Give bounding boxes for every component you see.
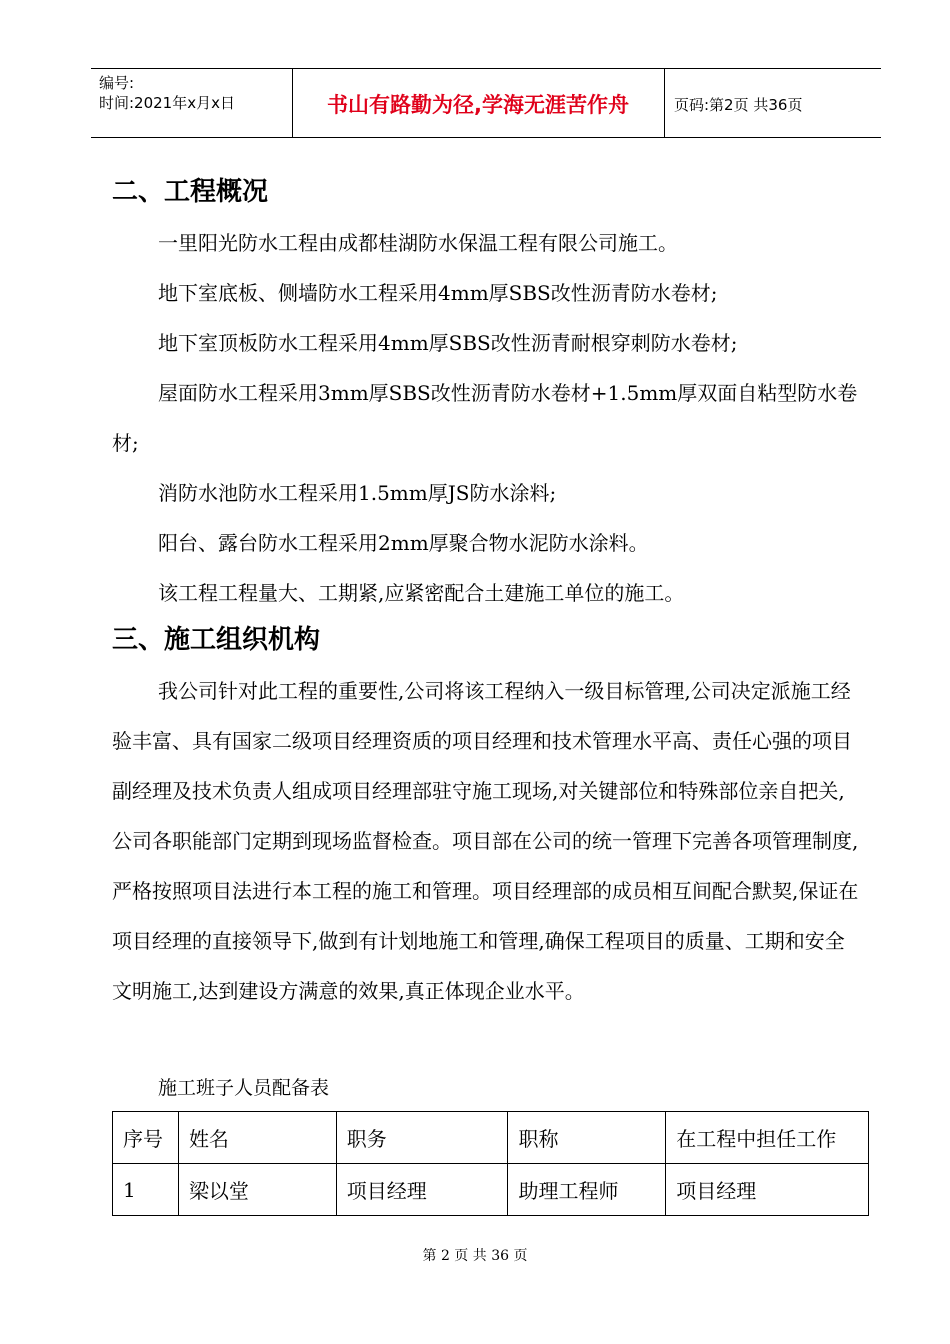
table-cell: 1 xyxy=(113,1164,179,1216)
section-2-paragraph: 该工程工程量大、工期紧,应紧密配合土建施工单位的施工。 xyxy=(158,581,685,605)
header-time-label: 时间:2021年x月x日 xyxy=(99,94,235,112)
section-2-paragraph: 阳台、露台防水工程采用2mm厚聚合物水泥防水涂料。 xyxy=(158,531,649,555)
table-header-cell: 职称 xyxy=(508,1112,666,1164)
header-motto: 书山有路勤为径,学海无涯苦作舟 xyxy=(327,93,629,117)
page-header xyxy=(91,68,881,138)
section-3-title: 三、施工组织机构 xyxy=(112,625,321,655)
table-cell: 梁以堂 xyxy=(178,1164,336,1216)
table-row xyxy=(113,1164,869,1216)
table-header-cell: 在工程中担任工作 xyxy=(666,1112,869,1164)
header-number-label: 编号: xyxy=(99,74,135,92)
table-cell: 项目经理 xyxy=(336,1164,508,1216)
page-footer: 第 2 页 共 36 页 xyxy=(422,1248,528,1264)
header-page-info: 页码:第2页 共36页 xyxy=(674,96,803,114)
section-2-paragraph: 屋面防水工程采用3mm厚SBS改性沥青防水卷材+1.5mm厚双面自粘型防水卷材; xyxy=(112,381,858,455)
section-2-paragraph: 一里阳光防水工程由成都桂湖防水保温工程有限公司施工。 xyxy=(158,231,678,255)
section-2-paragraph: 地下室顶板防水工程采用4mm厚SBS改性沥青耐根穿刺防水卷材; xyxy=(158,331,738,355)
header-meta xyxy=(99,73,235,113)
section-3-paragraph: 我公司针对此工程的重要性,公司将该工程纳入一级目标管理,公司决定派施工经验丰富、具有国家二级项目经理资质的项目经理和技术管理水平高、责任心强的项目副经理及技术负责人组成项目经理部驻守施工现场,对关键部位和特殊部位亲自把关,公司各职能部门定期到现场监督检查。项目部在公司的统一管理下完善各项管理制度,严格按照项目法进行本工程的施工和管理。项目经理部的成员相互间配合默契,保证在项目经理的直接领导下,做到有计划地施工和管理,确保工程项目的质量、工期和安全文明施工,达到建设方满意的效果,真正体现企业水平。 xyxy=(112,679,859,1003)
section-2-title: 二、工程概况 xyxy=(112,177,269,207)
section-2-paragraph: 消防水池防水工程采用1.5mm厚JS防水涂料; xyxy=(158,481,557,505)
section-2-paragraph: 地下室底板、侧墙防水工程采用4mm厚SBS改性沥青防水卷材; xyxy=(158,281,718,305)
table-cell: 助理工程师 xyxy=(508,1164,666,1216)
table-header-cell: 职务 xyxy=(336,1112,508,1164)
staff-table xyxy=(112,1111,869,1216)
table-header-row xyxy=(113,1112,869,1164)
table-caption: 施工班子人员配备表 xyxy=(158,1077,330,1099)
table-cell: 项目经理 xyxy=(666,1164,869,1216)
table-header-cell: 序号 xyxy=(113,1112,179,1164)
header-divider xyxy=(664,69,665,137)
table-header-cell: 姓名 xyxy=(178,1112,336,1164)
